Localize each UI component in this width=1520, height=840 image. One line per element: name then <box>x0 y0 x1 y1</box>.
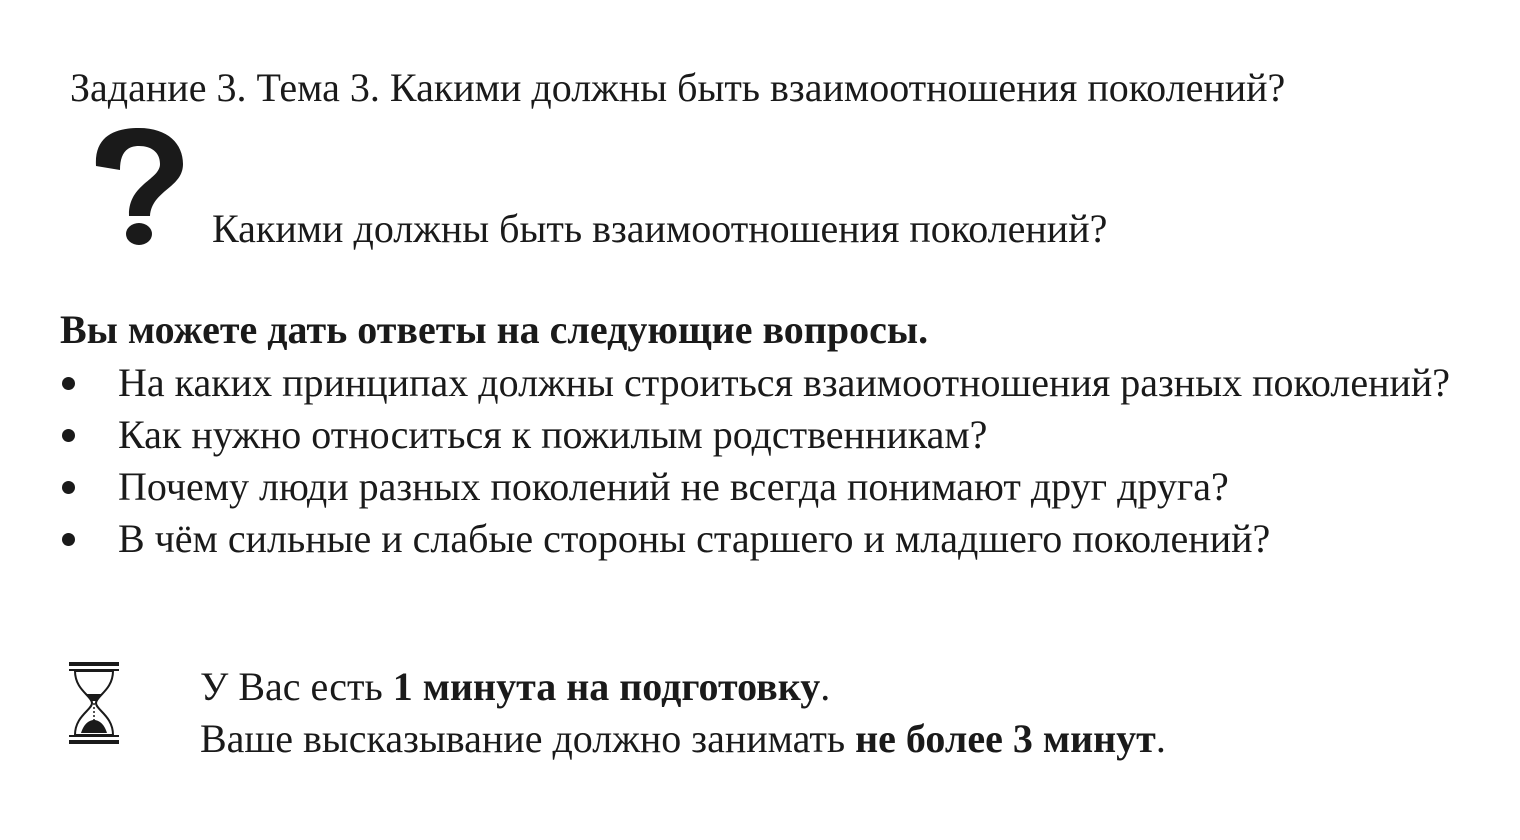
answer-time-value: не более 3 минут <box>855 716 1156 761</box>
bullet-icon <box>62 533 75 546</box>
bullet-icon <box>62 377 75 390</box>
list-item: Как нужно относиться к пожилым родственникам? <box>60 409 1482 461</box>
list-item: В чём сильные и слабые стороны старшего и младшего поколений? <box>60 513 1482 565</box>
prep-time-value: 1 минута на подготовку <box>392 664 821 709</box>
task-title: Задание 3. Тема 3. Какими должны быть взаимоотношения поколений? <box>70 65 1286 110</box>
timing-instructions <box>200 661 1166 765</box>
bullet-icon <box>62 429 75 442</box>
bullet-icon <box>62 481 75 494</box>
answer-time-line: Ваше высказывание должно занимать не более 3 минут. <box>200 716 1166 761</box>
list-item: Почему люди разных поколений не всегда понимают друг друга? <box>60 461 1482 513</box>
prep-time-line: У Вас есть 1 минута на подготовку. <box>200 664 831 709</box>
question-list <box>60 357 1482 565</box>
prompt-lead: Вы можете дать ответы на следующие вопросы. <box>60 307 929 352</box>
question-mark-icon <box>84 118 194 248</box>
list-item: На каких принципах должны строиться взаимоотношения разных поколений? <box>60 357 1482 409</box>
hourglass-icon <box>66 660 122 746</box>
question-text: Какими должны быть взаимоотношения поколений? <box>212 206 1108 251</box>
